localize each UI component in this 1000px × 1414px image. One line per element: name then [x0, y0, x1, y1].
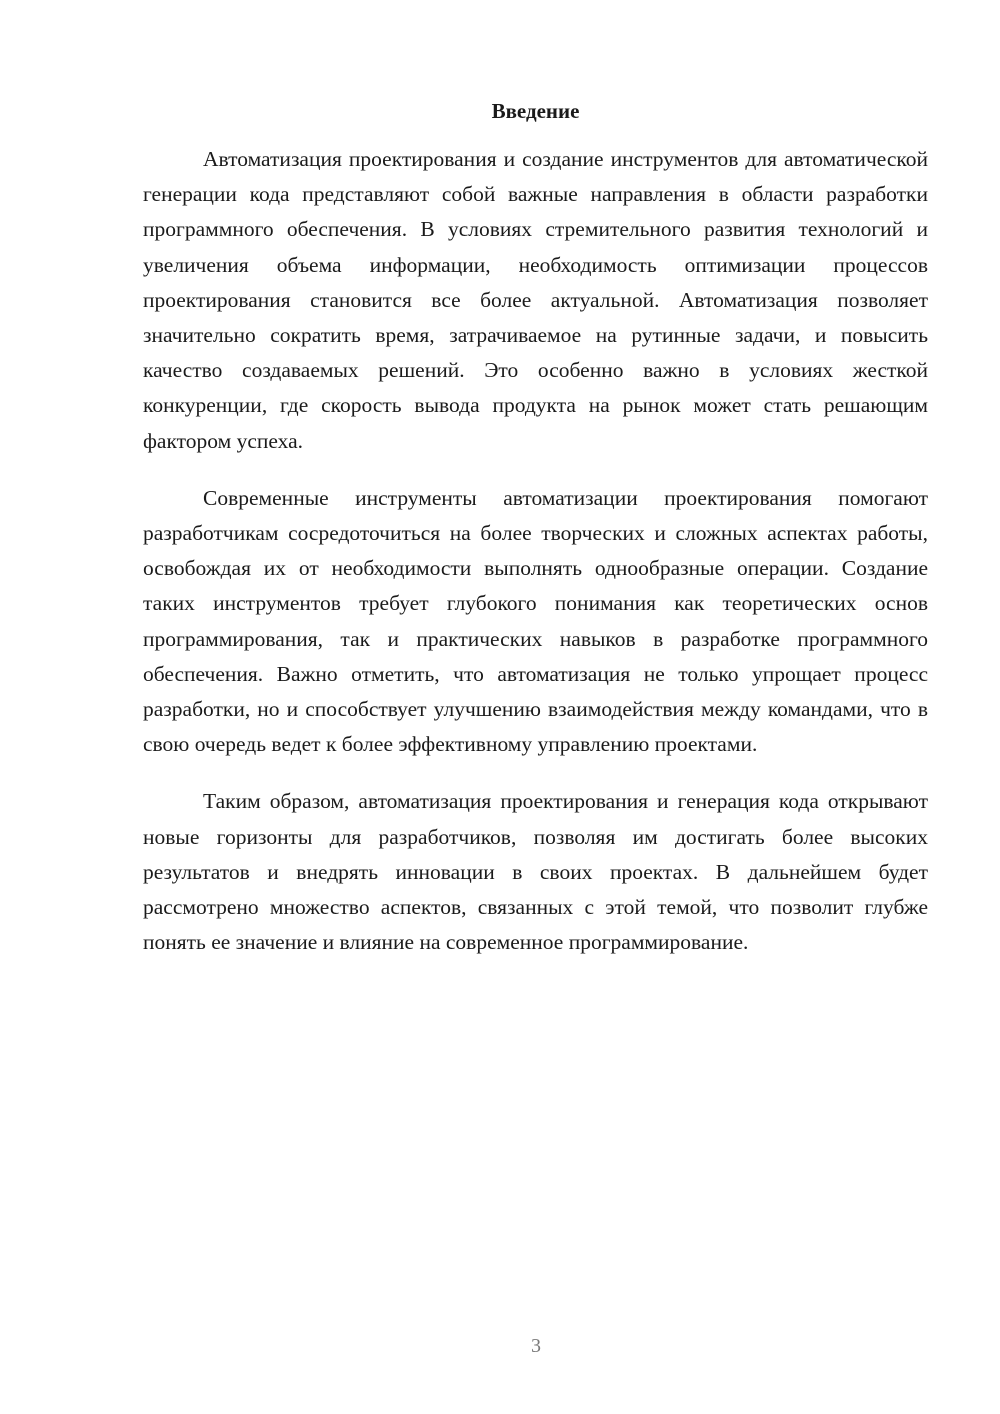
section-heading: Введение	[491, 99, 580, 123]
paragraph-2: Современные инструменты автоматизации проектирования помогают разработчикам сосредоточиться на более творческих и сложных аспектах работы, освобождая их от необходимости выполнять однообразные операции. Создание таких инструментов требует глубокого понимания как теоретических основ программирования, так и практических навыков в разработке программного обеспечения. Важно отметить, что автоматизация не только упрощает процесс разработки, но и способствует улучшению взаимодействия между командами, что в свою очередь ведет к более эффективному управлению проектами.	[143, 485, 928, 757]
body-text	[143, 142, 928, 982]
page-number: 3	[531, 1335, 541, 1357]
paragraph-3: Таким образом, автоматизация проектирования и генерация кода открывают новые горизонты для разработчиков, позволяя им достигать более высоких результатов и внедрять инновации в своих проектах. В дальнейшем будет рассмотрено множество аспектов, связанных с этой темой, что позволит глубже понять ее значение и влияние на современное программирование.	[143, 789, 928, 955]
paragraph-1: Автоматизация проектирования и создание инструментов для автоматической генерации кода представляют собой важные направления в области разработки программного обеспечения. В условиях стремительного развития технологий и увеличения объема информации, необходимость оптимизации процессов проектирования становится все более актуальной. Автоматизация позволяет значительно сократить время, затрачиваемое на рутинные задачи, и повысить качество создаваемых решений. Это особенно важно в условиях жесткой конкуренции, где скорость вывода продукта на рынок может стать решающим фактором успеха.	[143, 147, 928, 453]
